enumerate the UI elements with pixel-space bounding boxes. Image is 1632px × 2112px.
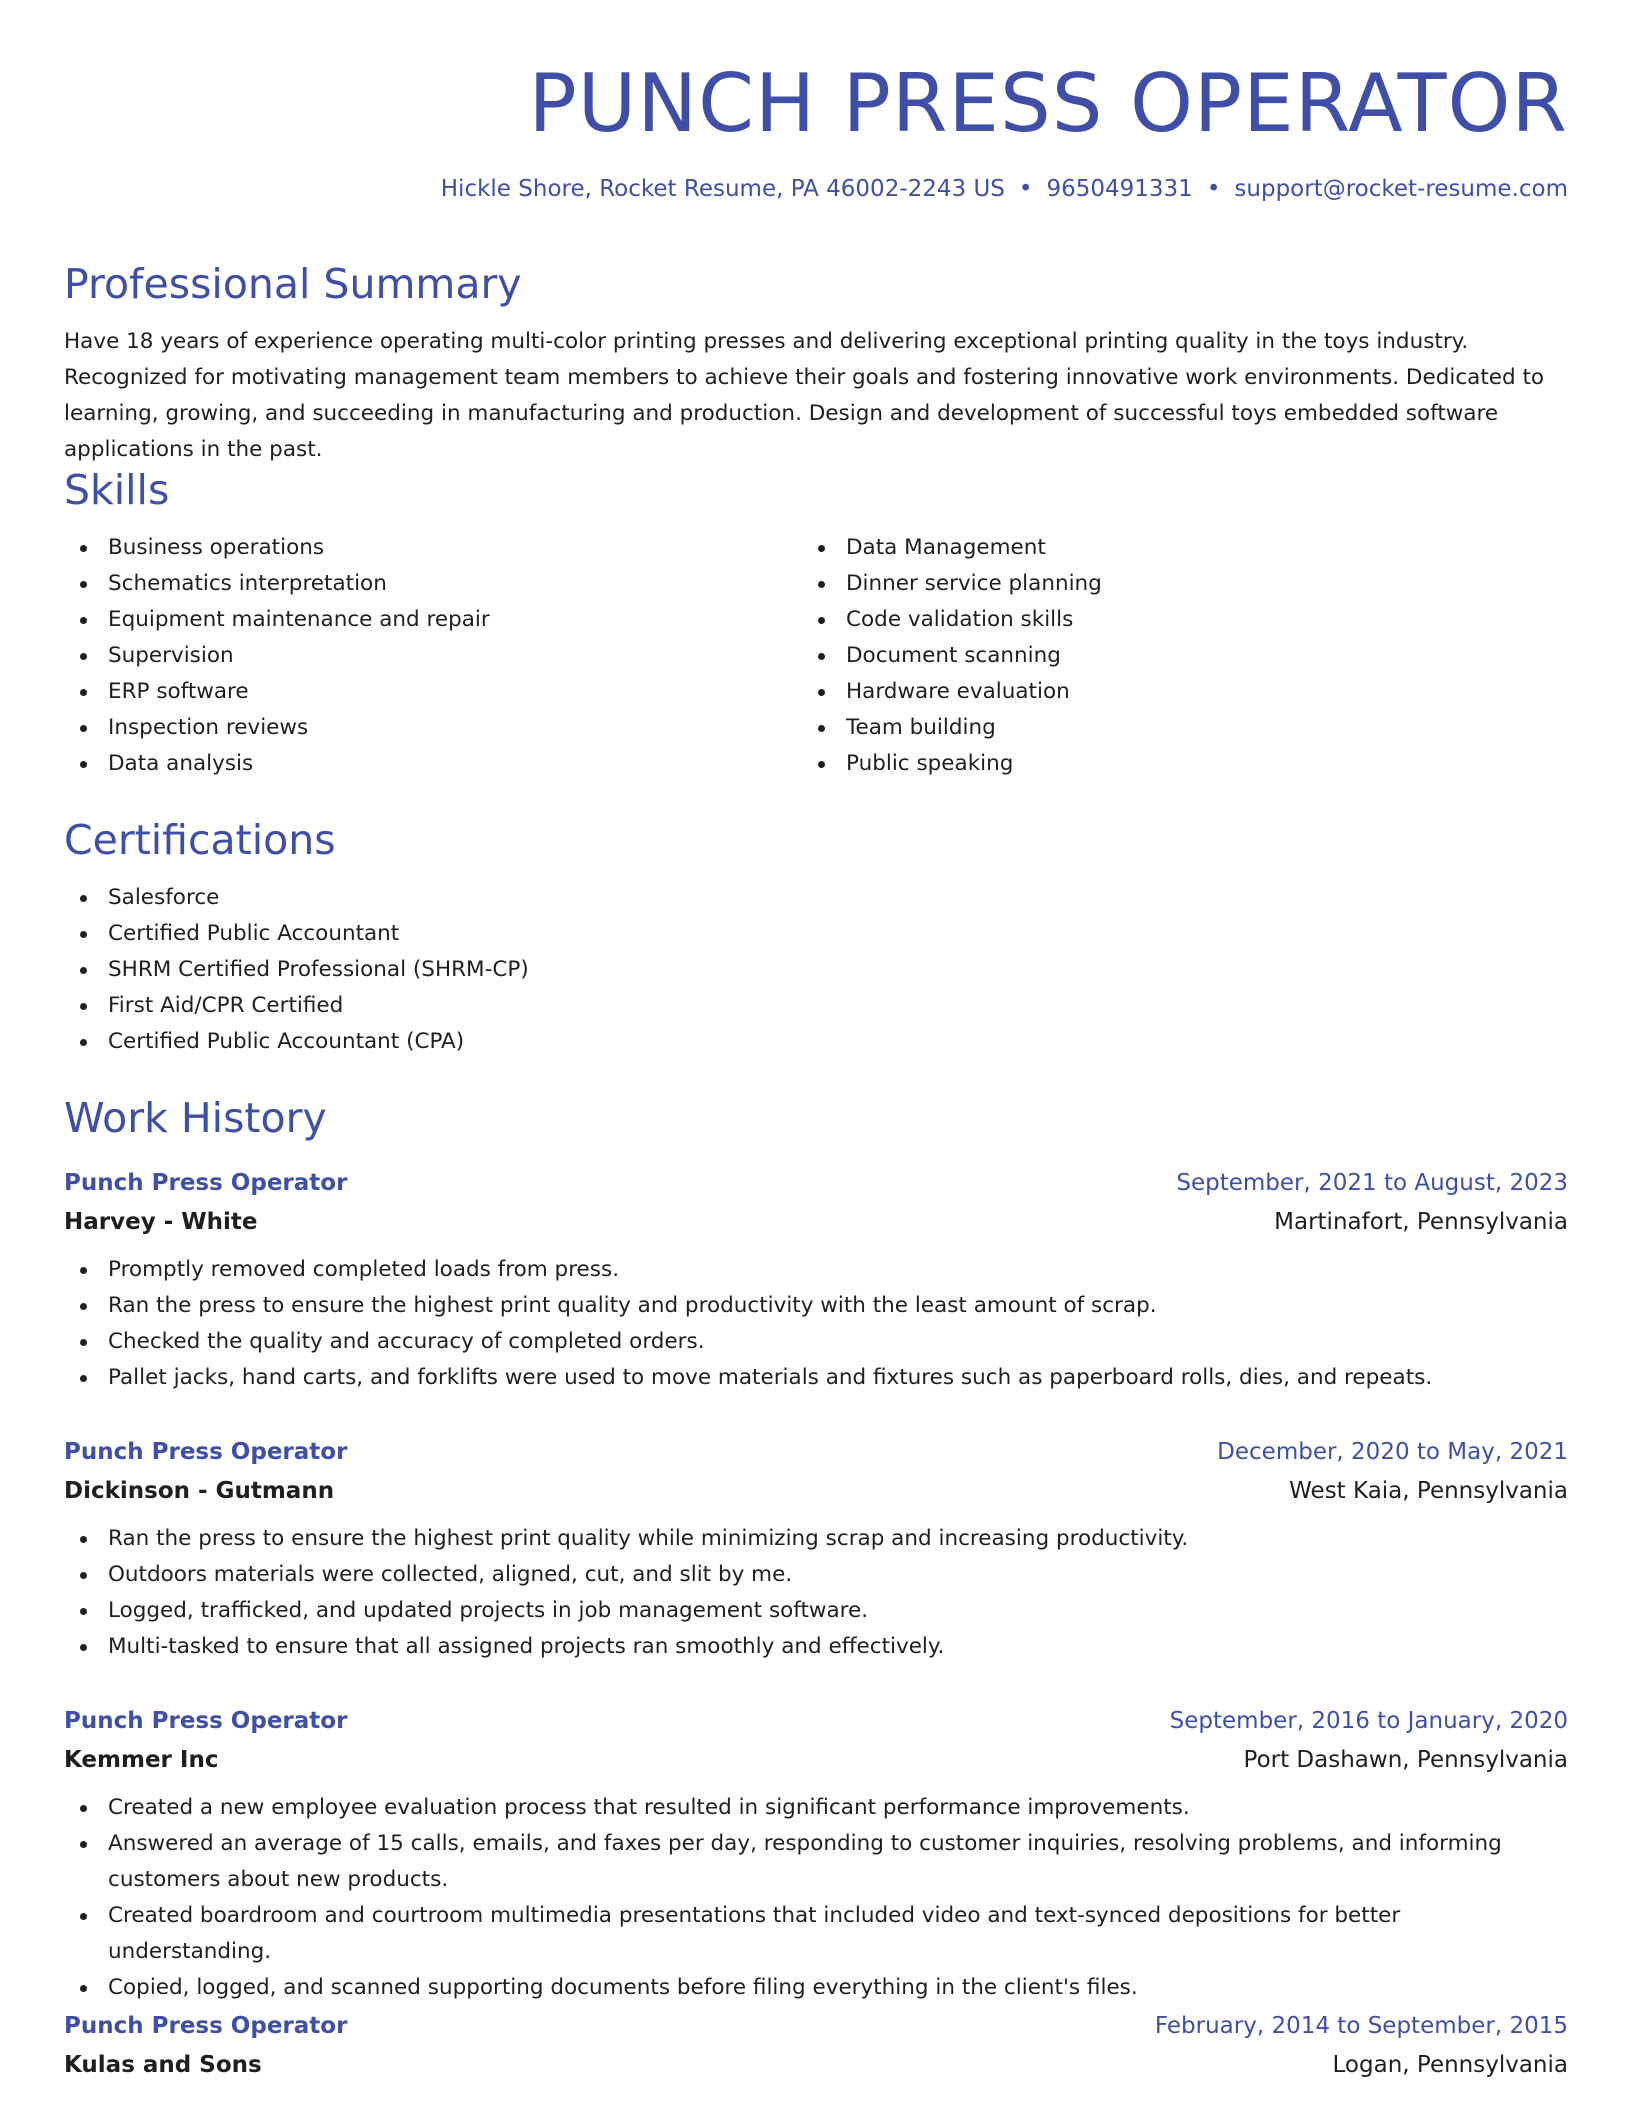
list-item: ERP software <box>64 674 802 710</box>
job-location: West Kaia, Pennsylvania <box>1289 1478 1568 1504</box>
job-company: Kemmer Inc <box>64 1747 219 1773</box>
job-dates: September, 2016 to January, 2020 <box>1169 1708 1568 1734</box>
list-item: Ran the press to ensure the highest print quality and productivity with the least amount of scrap. <box>64 1288 1568 1324</box>
job-company: Dickinson - Gutmann <box>64 1478 335 1504</box>
list-item: Data analysis <box>64 746 802 782</box>
skills-list-right <box>802 530 1540 782</box>
contact-address: Hickle Shore, Rocket Resume, PA 46002-2243 US <box>440 176 1005 202</box>
list-item: Dinner service planning <box>802 566 1540 602</box>
job-dates: September, 2021 to August, 2023 <box>1176 1170 1568 1196</box>
list-item: Salesforce <box>64 880 1568 916</box>
list-item: Multi-tasked to ensure that all assigned projects ran smoothly and effectively. <box>64 1629 1568 1665</box>
list-item: Created boardroom and courtroom multimedia presentations that included video and text-synced depositions for better understanding. <box>64 1898 1568 1970</box>
job-title: Punch Press Operator <box>64 1708 348 1734</box>
list-item: Checked the quality and accuracy of completed orders. <box>64 1324 1568 1360</box>
job-entry <box>64 2007 1568 2085</box>
list-item: Outdoors materials were collected, aligned, cut, and slit by me. <box>64 1557 1568 1593</box>
skills-list-left <box>64 530 802 782</box>
list-item: SHRM Certified Professional (SHRM-CP) <box>64 952 1568 988</box>
contact-line <box>441 176 1568 202</box>
list-item: Pallet jacks, hand carts, and forklifts were used to move materials and fixtures such as paperboard rolls, dies, and repeats. <box>64 1360 1568 1396</box>
list-item: Created a new employee evaluation process that resulted in significant performance improvements. <box>64 1790 1568 1826</box>
list-item: Team building <box>802 710 1540 746</box>
summary-section <box>64 258 1568 468</box>
job-dates: December, 2020 to May, 2021 <box>1217 1439 1568 1465</box>
list-item: Promptly removed completed loads from press. <box>64 1252 1568 1288</box>
job-entry <box>64 1702 1568 2006</box>
list-item: Equipment maintenance and repair <box>64 602 802 638</box>
job-entry <box>64 1433 1568 1665</box>
certifications-list <box>64 880 1568 1060</box>
list-item: Hardware evaluation <box>802 674 1540 710</box>
section-title-certifications: Certifications <box>64 816 336 864</box>
job-company: Kulas and Sons <box>64 2052 262 2078</box>
summary-text: Have 18 years of experience operating multi-color printing presses and delivering exceptional printing quality in the toys industry. Recognized for motivating management team members to achieve their goals and fostering innovative work environments. Dedicated to learning, growing, and succeeding in manufacturing and production. Design and development of successful toys embedded software applications in the past. <box>64 329 1545 462</box>
skills-section <box>64 464 1568 782</box>
skills-columns <box>64 530 1568 782</box>
section-title-summary: Professional Summary <box>64 260 522 308</box>
list-item: First Aid/CPR Certified <box>64 988 1568 1024</box>
job-title: Punch Press Operator <box>64 2013 348 2039</box>
list-item: Certified Public Accountant (CPA) <box>64 1024 1568 1060</box>
list-item: Public speaking <box>802 746 1540 782</box>
contact-email[interactable]: support@rocket-resume.com <box>1234 176 1568 202</box>
list-item: Copied, logged, and scanned supporting documents before filing everything in the client's files. <box>64 1970 1568 2006</box>
contact-separator: • <box>1018 176 1033 202</box>
job-title: Punch Press Operator <box>64 1170 348 1196</box>
list-item: Schematics interpretation <box>64 566 802 602</box>
contact-separator: • <box>1206 176 1221 202</box>
list-item: Ran the press to ensure the highest print quality while minimizing scrap and increasing productivity. <box>64 1521 1568 1557</box>
list-item: Document scanning <box>802 638 1540 674</box>
job-entry <box>64 1164 1568 1396</box>
list-item: Certified Public Accountant <box>64 916 1568 952</box>
list-item: Code validation skills <box>802 602 1540 638</box>
contact-phone: 9650491331 <box>1046 176 1193 202</box>
list-item: Inspection reviews <box>64 710 802 746</box>
job-location: Port Dashawn, Pennsylvania <box>1243 1747 1568 1773</box>
list-item: Data Management <box>802 530 1540 566</box>
list-item: Business operations <box>64 530 802 566</box>
job-company: Harvey - White <box>64 1209 258 1235</box>
list-item: Logged, trafficked, and updated projects in job management software. <box>64 1593 1568 1629</box>
certifications-section <box>64 814 1568 1060</box>
job-location: Logan, Pennsylvania <box>1332 2052 1568 2078</box>
resume-name: PUNCH PRESS OPERATOR <box>528 57 1568 150</box>
section-title-work: Work History <box>64 1094 327 1142</box>
job-title: Punch Press Operator <box>64 1439 348 1465</box>
list-item: Supervision <box>64 638 802 674</box>
job-bullets <box>64 1521 1568 1665</box>
job-bullets <box>64 1790 1568 2006</box>
work-section <box>64 1092 1568 1144</box>
list-item: Answered an average of 15 calls, emails, and faxes per day, responding to customer inquiries, resolving problems, and informing customers about new products. <box>64 1826 1568 1898</box>
job-location: Martinafort, Pennsylvania <box>1274 1209 1568 1235</box>
job-bullets <box>64 1252 1568 1396</box>
section-title-skills: Skills <box>64 466 170 514</box>
job-dates: February, 2014 to September, 2015 <box>1154 2013 1568 2039</box>
